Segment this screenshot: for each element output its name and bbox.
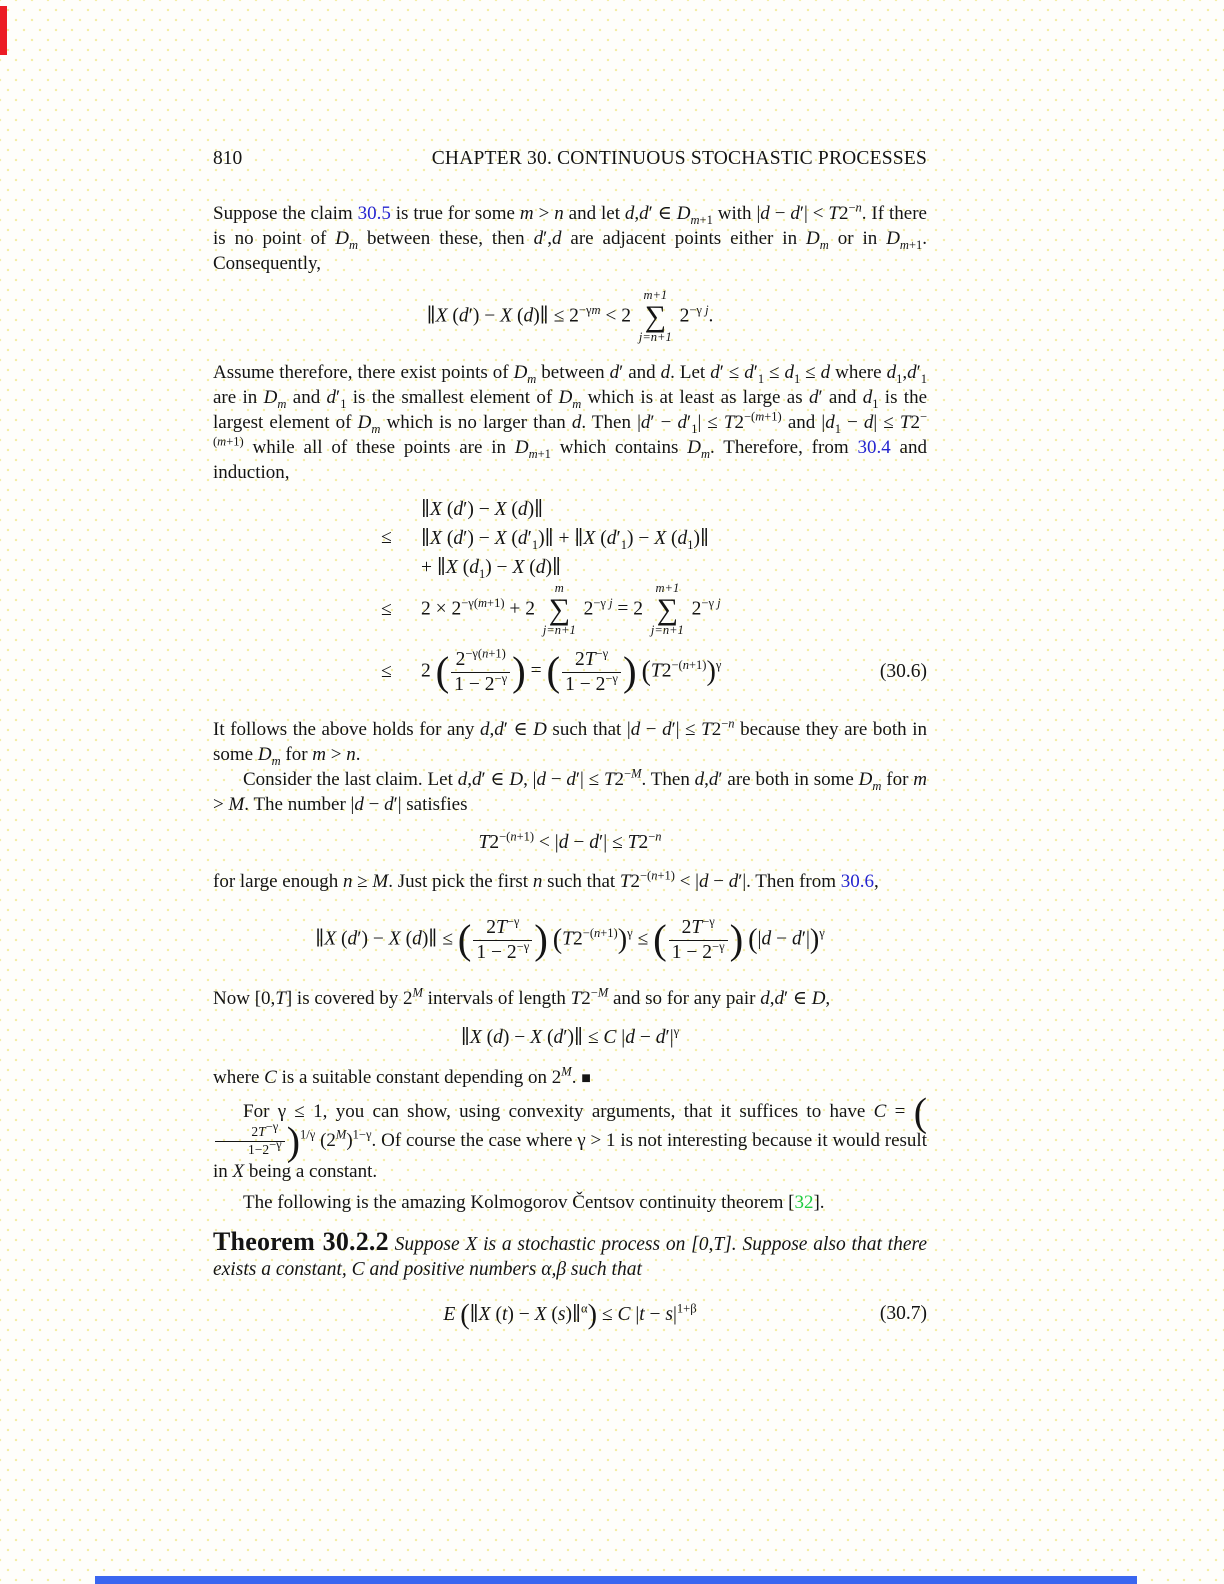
equation-text: ∥X (d′) − X $(d'_1)\parallel$ + ∥X $(d'_1) - X$ $(d_1)\parallel$ — [421, 528, 710, 552]
relation-symbol: ≤ — [381, 527, 392, 548]
equation-number-30-7: (30.7) — [879, 1302, 927, 1324]
paragraph-consider-last-claim — [213, 767, 927, 817]
paragraph-assume-therefore — [213, 360, 927, 485]
equation-c-bound — [213, 1023, 927, 1053]
equation-row — [381, 553, 927, 581]
equation-row — [381, 581, 927, 639]
equation-holder-bound — [213, 908, 927, 972]
equation-30-6-block — [213, 495, 927, 705]
relation-symbol: ≤ — [381, 599, 392, 620]
paragraph-where-c — [213, 1065, 927, 1091]
equation-text: ∥X (d) − X (d′)∥ ≤ C $|d - d'|^\gamma$ — [460, 1024, 680, 1049]
running-header — [213, 148, 927, 173]
equation-row — [381, 639, 927, 705]
page-number: 810 — [213, 148, 243, 169]
paragraph-text: Consider the last claim. Let d,d′ ∈ D, $|d - d'| \le T2^{-M}$. Then d,d′ are both in some $D_m$ for m > M. The number |d − d′| satisfies — [213, 766, 927, 815]
aligned-equation-rows — [381, 495, 927, 705]
equation-30-7-block — [213, 1298, 927, 1332]
theorem-statement: Suppose X is a stochastic process on [0,T]. Suppose also that there exists a constant, C and positive numbers α,β such that — [213, 1233, 927, 1280]
paragraph-text: , — [874, 871, 879, 892]
equation-text: + ∥X $(d_1) - X$ (d)∥ — [421, 557, 561, 581]
page-edge-red-mark — [0, 6, 7, 55]
paragraph-suppose-claim — [213, 201, 927, 276]
paragraph-it-follows — [213, 717, 927, 767]
paragraph-text: and induction, — [213, 437, 927, 483]
theorem-30-2-2 — [213, 1226, 927, 1282]
equation-row — [381, 523, 927, 553]
chapter-title: CHAPTER 30. CONTINUOUS STOCHASTIC PROCESSES — [431, 148, 927, 169]
theorem-label: Theorem 30.2.2 — [213, 1226, 389, 1256]
paragraph-text: Now [0,T] is covered by $2^M$ intervals of length $T2^{-M}$ and so for any pair d,d′ ∈ D, — [213, 985, 831, 1009]
equation-number-30-6: (30.6) — [879, 661, 927, 682]
equation-row — [381, 495, 927, 523]
equation-text: ∥X (d′) − X (d)∥ ≤ $2^{-\gamma m} < 2$ m+1 ∑ j=n+1 $2^{-\gamma j}$. — [426, 288, 714, 345]
ref-link-30-4[interactable]: 30.4 — [857, 437, 891, 458]
bottom-blue-rule — [95, 1576, 1137, 1584]
ref-link-30-6[interactable]: 30.6 — [840, 871, 875, 892]
equation-text: 2 ( $\frac{2^{-\gamma(n+1)}}{1 - 2^{-\gamma}}$ ) = ( $\frac{2T^{-\gamma}}{1 - 2^{-\gamma}}$ ) $(T2^{-(n+1)})^\gamma$ — [421, 646, 722, 695]
paragraph-text: It follows the above holds for any d,d′ ∈ D such that $|d - d'| \le T2^{-n}$ because they are both in some $D_m$ for m > n. — [213, 716, 927, 768]
paragraph-for-gamma — [213, 1089, 927, 1184]
equation-text: $2 \times 2^{-\gamma(m+1)} + 2$ m ∑ j=n+1 $2^{-\gamma j} = 2$ m+1 ∑ j=n+1 $2^{-\gamma j}$ — [421, 581, 721, 638]
equation-text: ∥X (d′) − X (d)∥ ≤ ( $\frac{2T^{-\gamma}}{1 - 2^{-\gamma}}$ ) $(T2^{-(n+1)})^\gamma$ ≤ ( $\frac{2T^{-\gamma}}{1 - 2^{-\gamma}}$ ) $(|d - d'|)^\gamma$ — [315, 914, 825, 963]
equation-text: $T2^{-(n+1)} < |d - d'| \le T2^{-n}$ — [478, 829, 662, 854]
equation-text: E (∥X (t) − X (s)∥$^\alpha$) ≤ C $|t - s|^{1+\beta}$ — [443, 1299, 697, 1331]
paragraph-text: For γ ≤ 1, you can show, using convexity arguments, that it suffices to have C = ( $\frac{2T^{-\gamma}}{1-2^{-\gamma}}$ )$^{1/\gamma}$ $(2^M)^{1-\gamma}$. Of course the case where γ > 1 is not interesting because it would result in X being a constant. — [213, 1089, 927, 1182]
paragraph-text: for large enough n ≥ M. Just pick the first n such that $T2^{-(n+1)} < |d - d'|$. Then from — [213, 868, 841, 892]
paragraph-text: is true for some m > n and let d,d′ ∈ $D_{m+1}$ with $|d - d'| < T2^{-n}$. If there is no point of $D_m$ between these, then d′,d are adjacent points either in $D_m$ or in $D_{m+1}$. Consequently, — [213, 200, 928, 274]
textbook-page — [213, 148, 927, 1332]
paragraph-text: where C is a suitable constant depending on $2^M$. ■ — [213, 1064, 591, 1088]
equation-text: ∥X (d′) − X (d)∥ — [421, 499, 544, 520]
paragraph-kolmogorov-centsov — [213, 1190, 927, 1215]
paragraph-for-large-enough — [213, 869, 927, 894]
paragraph-now-covered — [213, 986, 927, 1011]
ref-link-30-5[interactable]: 30.5 — [357, 203, 391, 224]
paragraph-text: ]. — [813, 1191, 825, 1213]
paragraph-text: Suppose the claim — [213, 203, 358, 224]
equation-sum-bound — [213, 284, 927, 350]
relation-symbol: ≤ — [381, 661, 392, 682]
citation-link-32[interactable]: 32 — [794, 1191, 814, 1213]
paragraph-text: The following is the amazing Kolmogorov Čentsov continuity theorem [ — [243, 1191, 795, 1213]
paragraph-text: Assume therefore, there exist points of $D_m$ between d′ and d. Let $d' \le d'_1 \le d_1 \le d$ where $d_1,d'_1$ are in $D_m$ and $d'_1$ is the smallest element of $D_m$ which is at least as large as d′ and $d_1$ is the largest element of $D_m$ which is no larger than d. Then $|d' - d'_1| \le T2^{-(m+1)}$ and $|d_1 - d| \le T2^{-(m+1)}$ while all of these points are in $D_{m+1}$ which contains $D_m$. Therefore, from — [213, 362, 928, 461]
equation-squeeze — [213, 829, 927, 857]
